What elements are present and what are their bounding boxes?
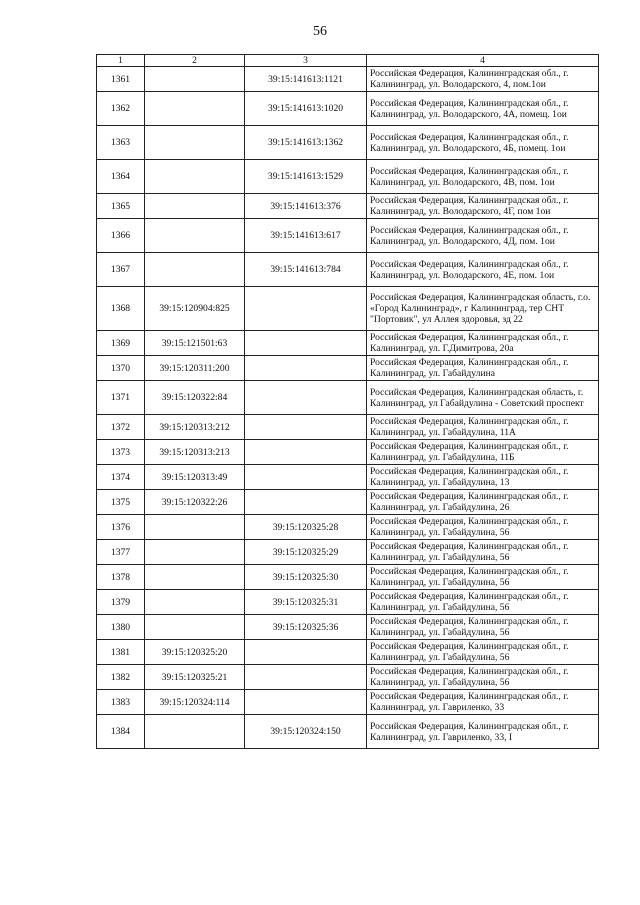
cadastral-number-cell: 39:15:141613:376 — [245, 194, 367, 219]
cadastral-number-cell — [245, 331, 367, 356]
address-cell: Российская Федерация, Калининградская обл., г. Калининград, ул. Габайдулина, 56 — [367, 640, 599, 665]
cadastral-number-cell — [245, 490, 367, 515]
address-cell: Российская Федерация, Калининградская обл., г. Калининград, ул. Габайдулина — [367, 356, 599, 381]
row-number-cell: 1372 — [97, 415, 145, 440]
cadastral-number-cell: 39:15:141613:1121 — [245, 67, 367, 92]
table-row — [97, 92, 599, 126]
address-cell: Российская Федерация, Калининградская обл., г. Калининград, ул. Габайдулина, 11А — [367, 415, 599, 440]
row-number-cell: 1367 — [97, 253, 145, 287]
cadastral-number-cell — [245, 415, 367, 440]
table-row — [97, 540, 599, 565]
row-number-cell: 1362 — [97, 92, 145, 126]
cadastral-number-cell — [245, 465, 367, 490]
cadastral-number-cell — [245, 381, 367, 415]
row-number-cell: 1371 — [97, 381, 145, 415]
row-number-cell: 1370 — [97, 356, 145, 381]
row-number-cell: 1377 — [97, 540, 145, 565]
address-cell: Российская Федерация, Калининградская обл., г. Калининград, ул. Володарского, 4Б, помещ. 1ои — [367, 126, 599, 160]
row-number-cell: 1374 — [97, 465, 145, 490]
row-number-cell: 1361 — [97, 67, 145, 92]
cadastral-number-cell: 39:15:120324:114 — [145, 690, 245, 715]
row-number-cell: 1363 — [97, 126, 145, 160]
row-number-cell: 1369 — [97, 331, 145, 356]
cadastral-number-cell: 39:15:141613:1020 — [245, 92, 367, 126]
cadastral-number-cell — [145, 194, 245, 219]
cadastral-number-cell: 39:15:120313:212 — [145, 415, 245, 440]
table-row — [97, 160, 599, 194]
table-row — [97, 287, 599, 331]
table-row — [97, 381, 599, 415]
cadastral-number-cell: 39:15:120325:36 — [245, 615, 367, 640]
cadastral-number-cell — [145, 253, 245, 287]
address-cell: Российская Федерация, Калининградская обл., г. Калининград, ул. Габайдулина, 56 — [367, 565, 599, 590]
address-cell: Российская Федерация, Калининградская область, г. Калининград, ул Габайдулина - Советский проспект — [367, 381, 599, 415]
address-cell: Российская Федерация, Калининградская обл., г. Калининград, ул. Володарского, 4А, помещ. 1ои — [367, 92, 599, 126]
cadastral-number-cell: 39:15:120322:26 — [145, 490, 245, 515]
header-cell: 1 — [97, 55, 145, 67]
cadastral-number-cell: 39:15:120904:825 — [145, 287, 245, 331]
table-row — [97, 67, 599, 92]
address-cell: Российская Федерация, Калининградская обл., г. Калининград, ул. Гавриленко, 33, I — [367, 715, 599, 749]
cadastral-number-cell — [245, 356, 367, 381]
address-cell: Российская Федерация, Калининградская обл., г. Калининград, ул. Володарского, 4, пом.1ои — [367, 67, 599, 92]
cadastral-number-cell: 39:15:120325:31 — [245, 590, 367, 615]
table-row — [97, 331, 599, 356]
address-cell: Российская Федерация, Калининградская обл., г. Калининград, ул. Гавриленко, 33 — [367, 690, 599, 715]
address-cell: Российская Федерация, Калининградская область, г.о. «Город Калининград», г Калининград, тер СНТ "Портовик", ул Аллея здоровья, зд 22 — [367, 287, 599, 331]
cadastral-number-cell — [145, 126, 245, 160]
cadastral-number-cell — [145, 615, 245, 640]
table-row — [97, 253, 599, 287]
cadastral-number-cell — [145, 219, 245, 253]
table-row — [97, 219, 599, 253]
row-number-cell: 1366 — [97, 219, 145, 253]
address-cell: Российская Федерация, Калининградская обл., г. Калининград, ул. Володарского, 4В, пом. 1ои — [367, 160, 599, 194]
cadastral-number-cell — [145, 67, 245, 92]
cadastral-number-cell: 39:15:120311:200 — [145, 356, 245, 381]
address-cell: Российская Федерация, Калининградская обл., г. Калининград, ул. Габайдулина, 56 — [367, 515, 599, 540]
table-row — [97, 356, 599, 381]
row-number-cell: 1382 — [97, 665, 145, 690]
cadastral-number-cell — [145, 92, 245, 126]
table-row — [97, 490, 599, 515]
cadastral-number-cell — [245, 640, 367, 665]
cadastral-number-cell — [245, 440, 367, 465]
cadastral-number-cell — [245, 665, 367, 690]
cadastral-number-cell — [145, 565, 245, 590]
table-row — [97, 515, 599, 540]
table-row — [97, 194, 599, 219]
row-number-cell: 1383 — [97, 690, 145, 715]
registry-table — [96, 54, 599, 749]
address-cell: Российская Федерация, Калининградская обл., г. Калининград, ул. Г.Димитрова, 20а — [367, 331, 599, 356]
row-number-cell: 1376 — [97, 515, 145, 540]
address-cell: Российская Федерация, Калининградская обл., г. Калининград, ул. Габайдулина, 56 — [367, 590, 599, 615]
row-number-cell: 1380 — [97, 615, 145, 640]
cadastral-number-cell: 39:15:121501:63 — [145, 331, 245, 356]
cadastral-number-cell: 39:15:141613:1529 — [245, 160, 367, 194]
cadastral-number-cell: 39:15:141613:617 — [245, 219, 367, 253]
cadastral-number-cell: 39:15:120313:213 — [145, 440, 245, 465]
cadastral-number-cell — [145, 160, 245, 194]
cadastral-number-cell — [145, 715, 245, 749]
table-row — [97, 690, 599, 715]
address-cell: Российская Федерация, Калининградская обл., г. Калининград, ул. Володарского, 4Е, пом. 1ои — [367, 253, 599, 287]
row-number-cell: 1364 — [97, 160, 145, 194]
cadastral-number-cell — [145, 515, 245, 540]
table-row — [97, 590, 599, 615]
address-cell: Российская Федерация, Калининградская обл., г. Калининград, ул. Габайдулина, 11Б — [367, 440, 599, 465]
row-number-cell: 1368 — [97, 287, 145, 331]
table-row — [97, 640, 599, 665]
table-row — [97, 440, 599, 465]
cadastral-number-cell — [245, 690, 367, 715]
header-cell: 4 — [367, 55, 599, 67]
table-row — [97, 715, 599, 749]
address-cell: Российская Федерация, Калининградская обл., г. Калининград, ул. Габайдулина, 56 — [367, 615, 599, 640]
cadastral-number-cell: 39:15:120325:28 — [245, 515, 367, 540]
table-row — [97, 126, 599, 160]
cadastral-number-cell: 39:15:120313:49 — [145, 465, 245, 490]
header-cell: 3 — [245, 55, 367, 67]
row-number-cell: 1365 — [97, 194, 145, 219]
page-number: 56 — [313, 24, 327, 39]
cadastral-number-cell — [145, 590, 245, 615]
row-number-cell: 1379 — [97, 590, 145, 615]
row-number-cell: 1384 — [97, 715, 145, 749]
row-number-cell: 1381 — [97, 640, 145, 665]
cadastral-number-cell — [245, 287, 367, 331]
header-row — [97, 55, 599, 67]
table-row — [97, 465, 599, 490]
cadastral-number-cell: 39:15:120324:150 — [245, 715, 367, 749]
cadastral-number-cell: 39:15:120322:84 — [145, 381, 245, 415]
address-cell: Российская Федерация, Калининградская обл., г. Калининград, ул. Габайдулина, 56 — [367, 540, 599, 565]
cadastral-number-cell: 39:15:120325:29 — [245, 540, 367, 565]
row-number-cell: 1375 — [97, 490, 145, 515]
table-row — [97, 615, 599, 640]
address-cell: Российская Федерация, Калининградская обл., г. Калининград, ул. Володарского, 4Д, пом. 1ои — [367, 219, 599, 253]
cadastral-number-cell: 39:15:120325:20 — [145, 640, 245, 665]
row-number-cell: 1378 — [97, 565, 145, 590]
header-cell: 2 — [145, 55, 245, 67]
address-cell: Российская Федерация, Калининградская обл., г. Калининград, ул. Габайдулина, 26 — [367, 490, 599, 515]
cadastral-number-cell: 39:15:120325:21 — [145, 665, 245, 690]
cadastral-number-cell: 39:15:141613:784 — [245, 253, 367, 287]
table-row — [97, 565, 599, 590]
cadastral-number-cell: 39:15:141613:1362 — [245, 126, 367, 160]
table-row — [97, 415, 599, 440]
address-cell: Российская Федерация, Калининградская обл., г. Калининград, ул. Габайдулина, 13 — [367, 465, 599, 490]
cadastral-number-cell: 39:15:120325:30 — [245, 565, 367, 590]
cadastral-number-cell — [145, 540, 245, 565]
row-number-cell: 1373 — [97, 440, 145, 465]
table-row — [97, 665, 599, 690]
address-cell: Российская Федерация, Калининградская обл., г. Калининград, ул. Габайдулина, 56 — [367, 665, 599, 690]
address-cell: Российская Федерация, Калининградская обл., г. Калининград, ул. Володарского, 4Г, пом 1ои — [367, 194, 599, 219]
